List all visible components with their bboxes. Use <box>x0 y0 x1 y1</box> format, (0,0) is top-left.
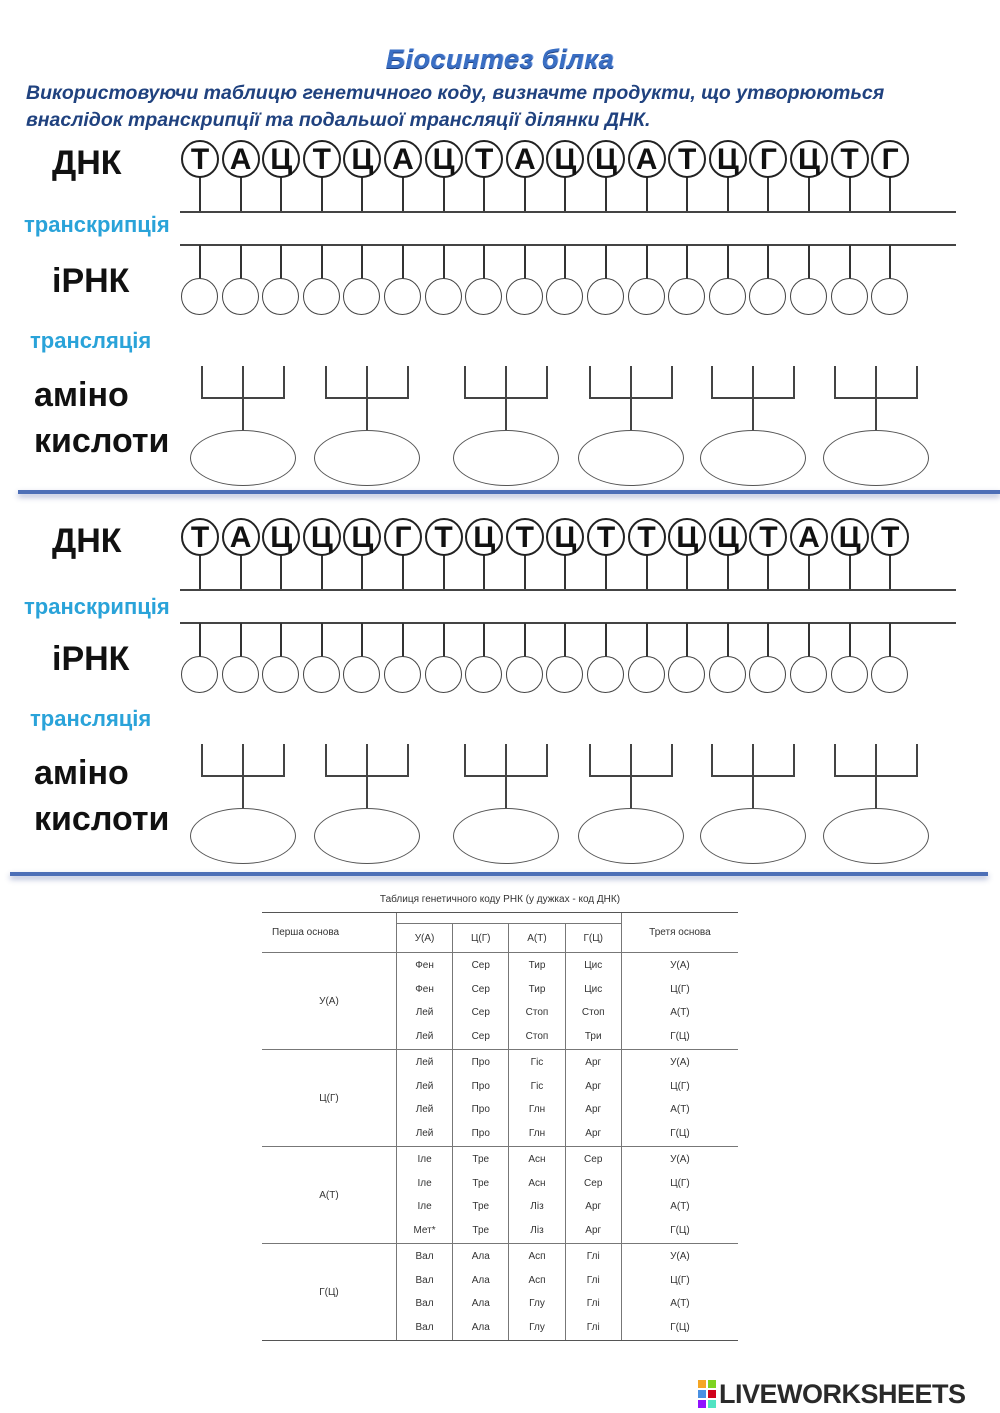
mrna-bond-line <box>402 623 404 657</box>
third-base-cell: У(А) <box>621 1050 738 1075</box>
amino-acid-blank[interactable] <box>453 808 559 864</box>
mrna-nucleotide-blank[interactable] <box>303 278 340 315</box>
dna-nucleotide: Ц <box>790 140 828 178</box>
mrna-nucleotide-blank[interactable] <box>749 278 786 315</box>
amino-acid-cell: Вал <box>396 1292 452 1316</box>
dna-label: ДНК <box>52 522 122 560</box>
dna-nucleotide: Т <box>871 518 909 556</box>
amino-label-line2: кислоти <box>34 800 170 838</box>
mrna-bond-line <box>686 245 688 279</box>
amino-acid-cell: Ліз <box>509 1219 565 1244</box>
dna-bond-line <box>767 554 769 590</box>
exercise-section-1 <box>0 140 1000 510</box>
amino-acid-cell: Арг <box>565 1050 621 1075</box>
third-base-cell: Г(Ц) <box>621 1122 738 1147</box>
amino-acid-cell: Тир <box>509 977 565 1001</box>
mrna-nucleotide-blank[interactable] <box>222 278 259 315</box>
dna-label: ДНК <box>52 144 122 182</box>
dna-nucleotide: Ц <box>587 140 625 178</box>
third-base-cell: Ц(Г) <box>621 1171 738 1195</box>
page-title: Біосинтез білка <box>385 44 615 74</box>
genetic-code-table <box>262 890 738 1341</box>
amino-acid-cell: Сер <box>453 953 509 978</box>
liveworksheets-brand: LIVEWORKSHEETS <box>719 1379 966 1409</box>
amino-acid-cell: Арг <box>565 1074 621 1098</box>
mrna-nucleotide-blank[interactable] <box>465 656 502 693</box>
amino-acid-cell: Тре <box>453 1219 509 1244</box>
third-base-header: Третя основа <box>621 913 738 953</box>
dna-bond-line <box>524 176 526 212</box>
amino-acid-cell: Про <box>453 1122 509 1147</box>
dna-nucleotide: Ц <box>546 140 584 178</box>
amino-acid-cell: Лей <box>396 1050 452 1075</box>
mrna-backbone <box>180 622 956 624</box>
dna-nucleotide: А <box>790 518 828 556</box>
second-base-header: А(Т) <box>509 924 565 953</box>
mrna-nucleotide-blank[interactable] <box>222 656 259 693</box>
dna-bond-line <box>280 176 282 212</box>
mrna-bond-line <box>483 623 485 657</box>
mrna-nucleotide-blank[interactable] <box>709 278 746 315</box>
codon-connector <box>201 744 285 812</box>
table-caption: Таблиця генетичного коду РНК (у дужках - код ДНК) <box>379 894 621 905</box>
amino-acid-cell: Вал <box>396 1244 452 1269</box>
amino-acid-cell: Ала <box>453 1316 509 1341</box>
mrna-bond-line <box>605 623 607 657</box>
mrna-bond-line <box>849 245 851 279</box>
dna-nucleotide: А <box>628 140 666 178</box>
dna-bond-line <box>280 554 282 590</box>
mrna-bond-line <box>808 245 810 279</box>
logo-square-icon <box>708 1380 716 1388</box>
amino-acid-blank[interactable] <box>314 808 420 864</box>
mrna-nucleotide-blank[interactable] <box>181 656 218 693</box>
dna-nucleotide: Ц <box>262 140 300 178</box>
mrna-bond-line <box>240 623 242 657</box>
amino-acid-cell: Глі <box>565 1316 621 1341</box>
mrna-backbone <box>180 244 956 246</box>
dna-nucleotide: Т <box>465 140 503 178</box>
mrna-nucleotide-blank[interactable] <box>343 656 380 693</box>
third-base-cell: Г(Ц) <box>621 1025 738 1050</box>
amino-acid-cell: Ала <box>453 1268 509 1292</box>
mrna-nucleotide-blank[interactable] <box>303 656 340 693</box>
mrna-nucleotide-blank[interactable] <box>709 656 746 693</box>
amino-acid-cell: Глі <box>565 1268 621 1292</box>
third-base-cell: А(Т) <box>621 1001 738 1025</box>
dna-nucleotide: Т <box>181 140 219 178</box>
amino-acid-cell: Глн <box>509 1122 565 1147</box>
dna-nucleotide: А <box>384 140 422 178</box>
mrna-nucleotide-blank[interactable] <box>343 278 380 315</box>
amino-acid-cell: Ала <box>453 1292 509 1316</box>
dna-bond-line <box>889 176 891 212</box>
amino-acid-blank[interactable] <box>700 430 806 486</box>
mrna-bond-line <box>199 623 201 657</box>
codon-connector <box>589 744 673 812</box>
mrna-bond-line <box>727 623 729 657</box>
dna-bond-line <box>443 176 445 212</box>
codon-connector <box>325 366 409 434</box>
amino-acid-cell: Сер <box>565 1171 621 1195</box>
dna-nucleotide: Ц <box>709 140 747 178</box>
mrna-nucleotide-blank[interactable] <box>628 656 665 693</box>
amino-acid-cell: Асн <box>509 1147 565 1172</box>
dna-bond-line <box>361 554 363 590</box>
codon-connector <box>464 744 548 812</box>
mrna-bond-line <box>402 245 404 279</box>
dna-nucleotide: Ц <box>425 140 463 178</box>
dna-nucleotide: А <box>222 518 260 556</box>
mrna-nucleotide-blank[interactable] <box>425 278 462 315</box>
mrna-nucleotide-blank[interactable] <box>871 278 908 315</box>
dna-nucleotide: Г <box>384 518 422 556</box>
amino-acid-cell: Вал <box>396 1316 452 1341</box>
transcription-label: транскрипція <box>24 594 170 619</box>
amino-acid-blank[interactable] <box>314 430 420 486</box>
dna-nucleotide: Т <box>425 518 463 556</box>
amino-acid-cell: Цис <box>565 977 621 1001</box>
amino-acid-blank[interactable] <box>578 430 684 486</box>
dna-nucleotide: Ц <box>668 518 706 556</box>
mrna-nucleotide-blank[interactable] <box>506 656 543 693</box>
dna-nucleotide: Ц <box>343 518 381 556</box>
amino-acid-cell: Лей <box>396 1001 452 1025</box>
mrna-bond-line <box>361 623 363 657</box>
mrna-nucleotide-blank[interactable] <box>790 278 827 315</box>
dna-bond-line <box>443 554 445 590</box>
dna-nucleotide: Ц <box>343 140 381 178</box>
third-base-cell: Ц(Г) <box>621 1268 738 1292</box>
mrna-nucleotide-blank[interactable] <box>587 656 624 693</box>
third-base-cell: У(А) <box>621 1147 738 1172</box>
mrna-bond-line <box>321 623 323 657</box>
amino-acid-blank[interactable] <box>823 430 929 486</box>
dna-backbone <box>180 211 956 213</box>
amino-acid-cell: Глн <box>509 1098 565 1122</box>
dna-bond-line <box>727 176 729 212</box>
dna-nucleotide: Т <box>587 518 625 556</box>
amino-acid-cell: Ліз <box>509 1195 565 1219</box>
mrna-nucleotide-blank[interactable] <box>262 278 299 315</box>
dna-nucleotide: Г <box>749 140 787 178</box>
codon-connector <box>711 744 795 812</box>
mrna-bond-line <box>767 245 769 279</box>
codon-connector <box>711 366 795 434</box>
third-base-cell: Г(Ц) <box>621 1219 738 1244</box>
dna-bond-line <box>605 176 607 212</box>
amino-acid-cell: Ала <box>453 1244 509 1269</box>
mrna-bond-line <box>361 245 363 279</box>
dna-nucleotide: Т <box>506 518 544 556</box>
dna-bond-line <box>402 554 404 590</box>
codon-connector <box>834 366 918 434</box>
mrna-nucleotide-blank[interactable] <box>384 656 421 693</box>
amino-acid-cell: Про <box>453 1050 509 1075</box>
third-base-cell: А(Т) <box>621 1098 738 1122</box>
dna-backbone <box>180 589 956 591</box>
first-base-cell: Г(Ц) <box>262 1244 396 1341</box>
codon-connector <box>201 366 285 434</box>
mrna-bond-line <box>280 245 282 279</box>
codon-connector <box>834 744 918 812</box>
dna-nucleotide: А <box>506 140 544 178</box>
codon-connector <box>589 366 673 434</box>
amino-acid-cell: Лей <box>396 1098 452 1122</box>
dna-bond-line <box>646 176 648 212</box>
amino-acid-cell: Про <box>453 1074 509 1098</box>
third-base-cell: А(Т) <box>621 1195 738 1219</box>
third-base-cell: Ц(Г) <box>621 1074 738 1098</box>
section-divider <box>10 872 988 876</box>
mrna-bond-line <box>199 245 201 279</box>
mrna-bond-line <box>605 245 607 279</box>
amino-acid-cell: Лей <box>396 1074 452 1098</box>
dna-nucleotide: А <box>222 140 260 178</box>
dna-nucleotide: Ц <box>465 518 503 556</box>
amino-acid-blank[interactable] <box>700 808 806 864</box>
amino-acid-cell: Тре <box>453 1195 509 1219</box>
amino-acid-cell: Фен <box>396 977 452 1001</box>
amino-acid-cell: Арг <box>565 1195 621 1219</box>
translation-label: трансляція <box>30 706 152 731</box>
mrna-bond-line <box>767 623 769 657</box>
mrna-nucleotide-blank[interactable] <box>628 278 665 315</box>
mrna-bond-line <box>564 623 566 657</box>
dna-bond-line <box>361 176 363 212</box>
dna-nucleotide: Ц <box>546 518 584 556</box>
amino-acid-cell: Сер <box>565 1147 621 1172</box>
third-base-cell: Ц(Г) <box>621 977 738 1001</box>
mrna-nucleotide-blank[interactable] <box>181 278 218 315</box>
first-base-cell: А(Т) <box>262 1147 396 1244</box>
transcription-label: транскрипція <box>24 212 170 237</box>
amino-acid-cell: Лей <box>396 1122 452 1147</box>
amino-acid-cell: Іле <box>396 1147 452 1172</box>
amino-acid-cell: Арг <box>565 1122 621 1147</box>
dna-nucleotide: Ц <box>262 518 300 556</box>
dna-nucleotide: Г <box>871 140 909 178</box>
amino-acid-cell: Тре <box>453 1171 509 1195</box>
dna-nucleotide: Т <box>668 140 706 178</box>
amino-acid-cell: Лей <box>396 1025 452 1050</box>
mrna-nucleotide-blank[interactable] <box>465 278 502 315</box>
amino-acid-cell: Гіс <box>509 1050 565 1075</box>
mrna-nucleotide-blank[interactable] <box>506 278 543 315</box>
amino-acid-cell: Фен <box>396 953 452 978</box>
mrna-bond-line <box>240 245 242 279</box>
dna-bond-line <box>564 176 566 212</box>
dna-bond-line <box>686 554 688 590</box>
amino-acid-cell: Цис <box>565 953 621 978</box>
amino-acid-cell: Мет* <box>396 1219 452 1244</box>
mrna-nucleotide-blank[interactable] <box>384 278 421 315</box>
amino-acid-cell: Вал <box>396 1268 452 1292</box>
second-base-header-space <box>396 913 621 924</box>
logo-square-icon <box>698 1390 706 1398</box>
third-base-cell: У(А) <box>621 953 738 978</box>
amino-acid-cell: Іле <box>396 1195 452 1219</box>
amino-acid-cell: Стоп <box>565 1001 621 1025</box>
dna-nucleotide: Ц <box>303 518 341 556</box>
amino-acid-cell: Сер <box>453 1025 509 1050</box>
first-base-cell: У(А) <box>262 953 396 1050</box>
mrna-bond-line <box>483 245 485 279</box>
dna-bond-line <box>240 176 242 212</box>
amino-acid-cell: Арг <box>565 1098 621 1122</box>
dna-bond-line <box>240 554 242 590</box>
mrna-bond-line <box>564 245 566 279</box>
dna-bond-line <box>524 554 526 590</box>
mrna-nucleotide-blank[interactable] <box>587 278 624 315</box>
mrna-bond-line <box>889 245 891 279</box>
mrna-bond-line <box>646 623 648 657</box>
dna-bond-line <box>564 554 566 590</box>
amino-label-line1: аміно <box>34 376 129 414</box>
mrna-nucleotide-blank[interactable] <box>546 656 583 693</box>
second-base-header: Ц(Г) <box>453 924 509 953</box>
dna-bond-line <box>483 176 485 212</box>
dna-bond-line <box>808 176 810 212</box>
dna-bond-line <box>199 176 201 212</box>
logo-square-icon <box>698 1400 706 1408</box>
dna-bond-line <box>402 176 404 212</box>
amino-acid-cell: Стоп <box>509 1001 565 1025</box>
first-base-cell: Ц(Г) <box>262 1050 396 1147</box>
dna-bond-line <box>199 554 201 590</box>
amino-acid-blank[interactable] <box>453 430 559 486</box>
amino-acid-cell: Тир <box>509 953 565 978</box>
amino-acid-cell: Про <box>453 1098 509 1122</box>
mrna-nucleotide-blank[interactable] <box>425 656 462 693</box>
instructions-text: Використовуючи таблицю генетичного коду, визначте продукти, що утворюються внаслідок транскрипції та подальшої трансляції ділянки ДНК. <box>26 82 885 131</box>
mrna-bond-line <box>646 245 648 279</box>
mrna-nucleotide-blank[interactable] <box>668 656 705 693</box>
mrna-bond-line <box>321 245 323 279</box>
amino-acid-cell: Асп <box>509 1244 565 1269</box>
third-base-cell: А(Т) <box>621 1292 738 1316</box>
dna-bond-line <box>767 176 769 212</box>
dna-bond-line <box>849 554 851 590</box>
amino-acid-cell: Глу <box>509 1316 565 1341</box>
section-divider <box>18 490 1000 494</box>
dna-bond-line <box>646 554 648 590</box>
dna-nucleotide: Т <box>303 140 341 178</box>
dna-nucleotide: Т <box>181 518 219 556</box>
mrna-nucleotide-blank[interactable] <box>546 278 583 315</box>
mrna-bond-line <box>524 245 526 279</box>
mrna-label: іРНК <box>52 262 130 300</box>
mrna-bond-line <box>727 245 729 279</box>
amino-acid-cell: Глі <box>565 1292 621 1316</box>
amino-acid-cell: Асп <box>509 1268 565 1292</box>
amino-acid-blank[interactable] <box>578 808 684 864</box>
logo-square-icon <box>708 1400 716 1408</box>
dna-nucleotide: Т <box>628 518 666 556</box>
mrna-label: іРНК <box>52 640 130 678</box>
dna-nucleotide: Т <box>749 518 787 556</box>
mrna-bond-line <box>849 623 851 657</box>
mrna-bond-line <box>686 623 688 657</box>
amino-acid-cell: Тре <box>453 1147 509 1172</box>
mrna-bond-line <box>280 623 282 657</box>
codon-connector <box>325 744 409 812</box>
mrna-bond-line <box>808 623 810 657</box>
translation-label: трансляція <box>30 328 152 353</box>
amino-acid-blank[interactable] <box>190 430 296 486</box>
amino-acid-blank[interactable] <box>190 808 296 864</box>
second-base-header: Г(Ц) <box>565 924 621 953</box>
amino-label-line1: аміно <box>34 754 129 792</box>
amino-acid-cell: Глу <box>509 1292 565 1316</box>
dna-bond-line <box>686 176 688 212</box>
dna-bond-line <box>808 554 810 590</box>
dna-bond-line <box>321 176 323 212</box>
dna-bond-line <box>889 554 891 590</box>
amino-acid-cell: Стоп <box>509 1025 565 1050</box>
mrna-nucleotide-blank[interactable] <box>831 656 868 693</box>
amino-acid-cell: Три <box>565 1025 621 1050</box>
dna-bond-line <box>483 554 485 590</box>
amino-acid-cell: Гіс <box>509 1074 565 1098</box>
dna-bond-line <box>849 176 851 212</box>
mrna-bond-line <box>524 623 526 657</box>
mrna-bond-line <box>889 623 891 657</box>
logo-square-icon <box>708 1390 716 1398</box>
codon-connector <box>464 366 548 434</box>
mrna-nucleotide-blank[interactable] <box>831 278 868 315</box>
mrna-nucleotide-blank[interactable] <box>262 656 299 693</box>
second-base-header: У(А) <box>396 924 452 953</box>
amino-acid-cell: Сер <box>453 977 509 1001</box>
mrna-nucleotide-blank[interactable] <box>871 656 908 693</box>
exercise-section-2 <box>0 518 1000 888</box>
dna-nucleotide: Ц <box>831 518 869 556</box>
mrna-nucleotide-blank[interactable] <box>668 278 705 315</box>
dna-nucleotide: Ц <box>709 518 747 556</box>
amino-acid-cell: Сер <box>453 1001 509 1025</box>
mrna-nucleotide-blank[interactable] <box>749 656 786 693</box>
logo-square-icon <box>698 1380 706 1388</box>
amino-acid-cell: Асн <box>509 1171 565 1195</box>
dna-bond-line <box>727 554 729 590</box>
third-base-cell: Г(Ц) <box>621 1316 738 1341</box>
first-base-header: Перша основа <box>262 913 396 953</box>
amino-acid-blank[interactable] <box>823 808 929 864</box>
dna-nucleotide: Т <box>831 140 869 178</box>
mrna-bond-line <box>443 245 445 279</box>
mrna-bond-line <box>443 623 445 657</box>
dna-bond-line <box>321 554 323 590</box>
dna-bond-line <box>605 554 607 590</box>
amino-acid-cell: Арг <box>565 1219 621 1244</box>
amino-label-line2: кислоти <box>34 422 170 460</box>
third-base-cell: У(А) <box>621 1244 738 1269</box>
amino-acid-cell: Глі <box>565 1244 621 1269</box>
amino-acid-cell: Іле <box>396 1171 452 1195</box>
mrna-nucleotide-blank[interactable] <box>790 656 827 693</box>
